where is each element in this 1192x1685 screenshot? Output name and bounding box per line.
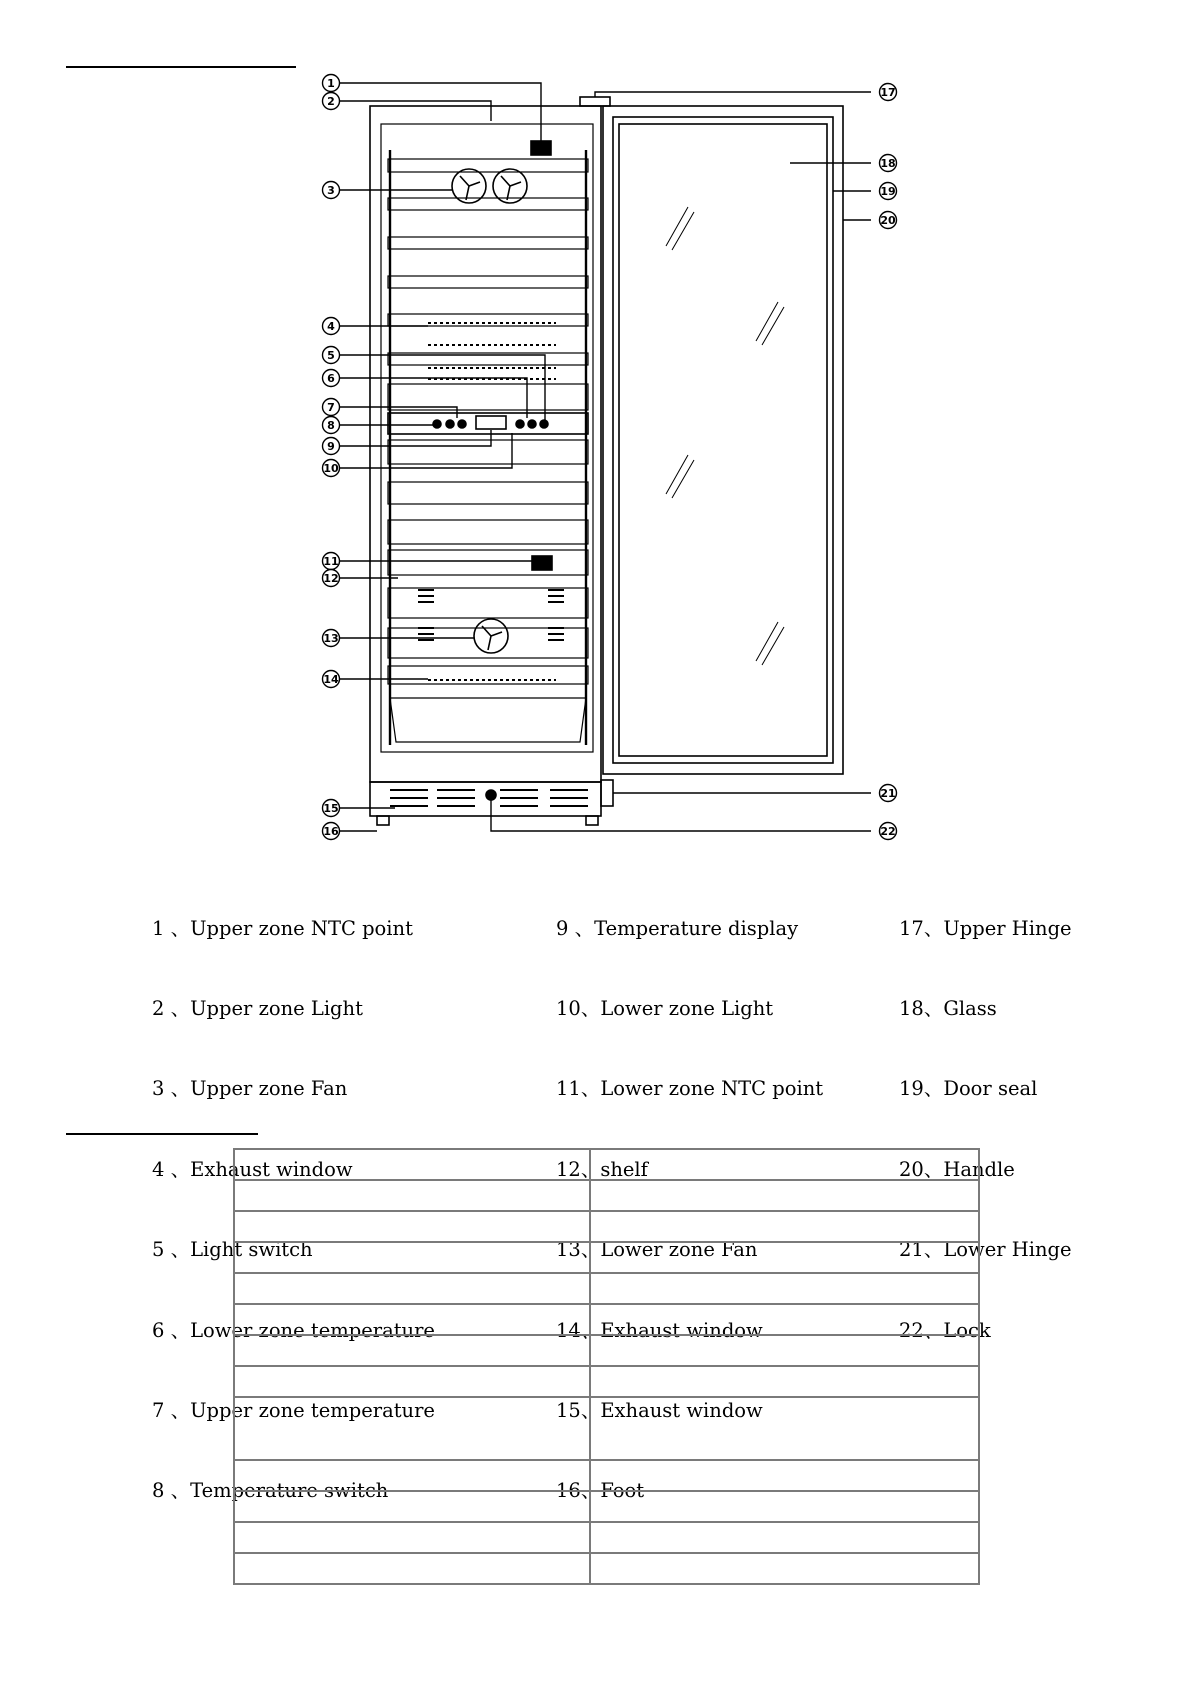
lower-vents-small xyxy=(418,590,564,640)
spec-value xyxy=(590,1273,979,1304)
table-row xyxy=(234,1211,979,1242)
door-frame xyxy=(603,106,843,774)
part-19: 19、Door seal xyxy=(899,1077,1038,1101)
callout-number: 2 xyxy=(327,95,335,108)
spec-label xyxy=(234,1397,590,1460)
callout-5 xyxy=(323,347,340,364)
table-row xyxy=(234,1242,979,1273)
table-row xyxy=(234,1522,979,1553)
spec-value xyxy=(590,1553,979,1584)
table-row xyxy=(234,1553,979,1584)
callout-number: 20 xyxy=(880,214,896,227)
spec-label xyxy=(234,1366,590,1397)
upper-shelves xyxy=(388,159,588,410)
callout-13 xyxy=(323,630,340,647)
callout-number: 11 xyxy=(323,555,339,568)
table-row xyxy=(234,1273,979,1304)
callout-19 xyxy=(880,183,897,200)
spec-value xyxy=(590,1335,979,1366)
callout-number: 10 xyxy=(323,462,339,475)
callout-number: 13 xyxy=(323,632,339,645)
part-17: 17、Upper Hinge xyxy=(899,916,1072,940)
spec-value xyxy=(590,1491,979,1522)
spec-value xyxy=(590,1149,979,1180)
callout-17 xyxy=(880,84,897,101)
part-1: 1 、Upper zone NTC point xyxy=(152,916,413,940)
lower-hinge xyxy=(601,780,613,806)
callout-badges xyxy=(323,75,897,840)
table-row xyxy=(234,1460,979,1491)
foot-left xyxy=(377,816,389,825)
callout-7 xyxy=(323,399,340,416)
spec-label xyxy=(234,1242,590,1273)
table-row xyxy=(234,1304,979,1335)
table-row xyxy=(234,1397,979,1460)
spec-label xyxy=(234,1553,590,1584)
part-10: 10、Lower zone Light xyxy=(556,996,774,1020)
leader-lines xyxy=(339,83,871,831)
callout-number: 5 xyxy=(327,349,335,362)
spec-value xyxy=(590,1522,979,1553)
callout-number: 4 xyxy=(327,320,335,333)
table-row xyxy=(234,1180,979,1211)
callout-number: 17 xyxy=(880,86,896,99)
table-row xyxy=(234,1149,979,1180)
part-4: 4 、Exhaust window xyxy=(152,1157,353,1181)
spec-label xyxy=(234,1211,590,1242)
spec-label xyxy=(234,1304,590,1335)
part-18: 18、Glass xyxy=(899,996,997,1020)
callout-6 xyxy=(323,370,340,387)
callout-number: 12 xyxy=(323,572,339,585)
callout-number: 1 xyxy=(327,77,335,90)
spec-label xyxy=(234,1522,590,1553)
specification-table xyxy=(233,1148,980,1585)
glass-reflections xyxy=(666,207,784,665)
callout-15 xyxy=(323,800,340,817)
spec-value xyxy=(590,1366,979,1397)
spec-label xyxy=(234,1273,590,1304)
part-2: 2 、Upper zone Light xyxy=(152,996,363,1020)
lower-ntc-point xyxy=(532,556,552,570)
foot-right xyxy=(586,816,598,825)
lock xyxy=(486,790,496,800)
part-5: 5 、Light switch xyxy=(152,1238,313,1262)
spec-label xyxy=(234,1149,590,1180)
callout-1 xyxy=(323,75,340,92)
part-14: 14、Exhaust window xyxy=(556,1318,763,1342)
table-row xyxy=(234,1491,979,1522)
callout-4 xyxy=(323,318,340,335)
callout-9 xyxy=(323,438,340,455)
part-20: 20、Handle xyxy=(899,1157,1015,1181)
part-8: 8 、Temperature switch xyxy=(152,1479,389,1503)
callout-3 xyxy=(323,182,340,199)
callout-20 xyxy=(880,212,897,229)
part-7: 7 、Upper zone temperature xyxy=(152,1398,435,1422)
upper-ntc-point xyxy=(531,141,551,155)
upper-hinge xyxy=(580,97,610,106)
callout-21 xyxy=(880,785,897,802)
part-9: 9 、Temperature display xyxy=(556,916,799,940)
callout-number: 6 xyxy=(327,372,335,385)
part-22: 22、Lock xyxy=(899,1318,991,1342)
callout-2 xyxy=(323,93,340,110)
control-knobs xyxy=(433,420,548,428)
callout-8 xyxy=(323,417,340,434)
exhaust-vents xyxy=(428,323,556,680)
part-3: 3 、Upper zone Fan xyxy=(152,1077,348,1101)
callout-22 xyxy=(880,823,897,840)
part-11: 11、Lower zone NTC point xyxy=(556,1077,824,1101)
callout-number: 18 xyxy=(880,157,896,170)
callout-number: 3 xyxy=(327,184,335,197)
callout-number: 15 xyxy=(323,802,339,815)
spec-value xyxy=(590,1180,979,1211)
callout-14 xyxy=(323,671,340,688)
callout-12 xyxy=(323,570,340,587)
shelf-rails xyxy=(390,150,586,745)
spec-value xyxy=(590,1211,979,1242)
callout-16 xyxy=(323,823,340,840)
part-15: 15、Exhaust window xyxy=(556,1398,763,1422)
spec-label xyxy=(234,1335,590,1366)
spec-label xyxy=(234,1460,590,1491)
door-seal xyxy=(613,117,833,763)
cabinet-outer xyxy=(370,106,601,782)
callout-number: 7 xyxy=(327,401,335,414)
part-21: 21、Lower Hinge xyxy=(899,1238,1072,1262)
callout-number: 22 xyxy=(880,825,896,838)
spec-label xyxy=(234,1180,590,1211)
part-16: 16、Foot xyxy=(556,1479,645,1503)
spec-value xyxy=(590,1242,979,1273)
callout-number: 9 xyxy=(327,440,335,453)
callout-number: 19 xyxy=(880,185,896,198)
callout-11 xyxy=(323,553,340,570)
callout-number: 16 xyxy=(323,825,339,838)
table-row xyxy=(234,1335,979,1366)
part-6: 6 、Lower zone temperature xyxy=(152,1318,435,1342)
callout-18 xyxy=(880,155,897,172)
part-13: 13、Lower zone Fan xyxy=(556,1238,758,1262)
part-12: 12、shelf xyxy=(556,1157,648,1181)
table-row xyxy=(234,1366,979,1397)
callout-number: 14 xyxy=(323,673,339,686)
spec-value xyxy=(590,1304,979,1335)
callout-10 xyxy=(323,460,340,477)
spec-label xyxy=(234,1491,590,1522)
temperature-display xyxy=(476,416,506,429)
callout-number: 21 xyxy=(880,787,896,800)
callout-number: 8 xyxy=(327,419,335,432)
door-glass xyxy=(619,124,827,756)
spec-value xyxy=(590,1460,979,1491)
spec-value xyxy=(590,1397,979,1460)
